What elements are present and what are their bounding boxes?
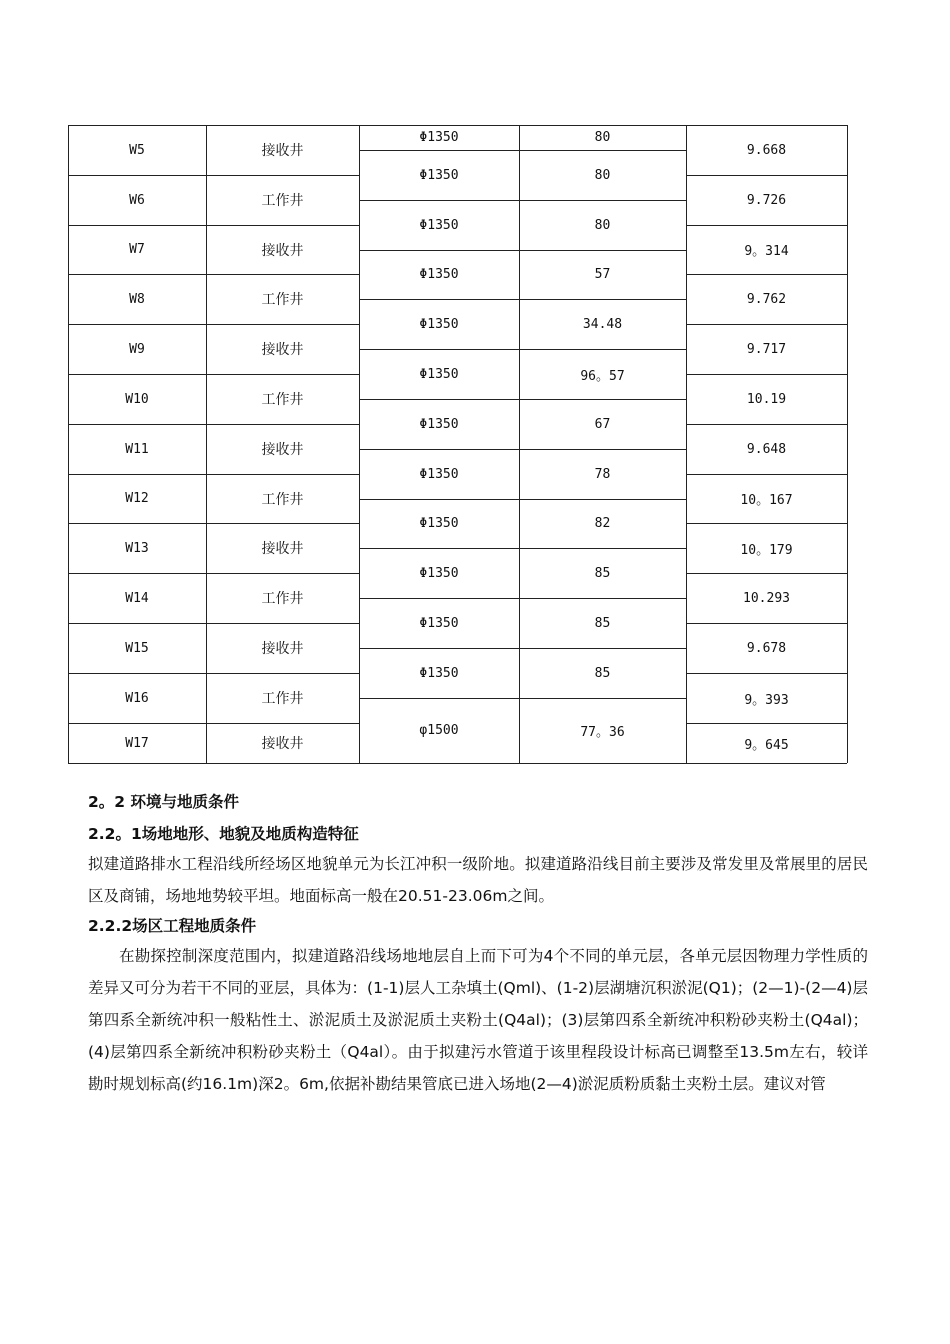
well-id-cell: W7: [129, 242, 145, 257]
elevation-cell: 9.717: [746, 341, 787, 357]
heading-2-2: 2。2 环境与地质条件: [88, 793, 239, 811]
well-type-cell: 工作井: [261, 591, 304, 607]
pipe-length-cell: 85: [594, 615, 611, 631]
well-id-cell: W6: [129, 192, 145, 208]
elevation-cell: 9.762: [746, 291, 787, 307]
elevation-cell: 9.678: [746, 640, 787, 656]
pipe-length-cell: 77。36: [580, 725, 625, 740]
elevation-cell: 9。314: [744, 244, 789, 259]
elevation-cell: 10。167: [740, 493, 793, 508]
heading-2-2-2: 2.2.2场区工程地质条件: [88, 917, 257, 935]
pipe-diameter-cell: Φ1350: [419, 316, 459, 332]
pipe-diameter-cell: Φ1350: [419, 130, 459, 145]
well-type-cell: 接收井: [261, 242, 304, 259]
well-id-cell: W17: [125, 735, 149, 751]
well-type-cell: 接收井: [261, 442, 304, 458]
paragraph-terrain: 拟建道路排水工程沿线所经场区地貌单元为长江冲积一级阶地。拟建道路沿线目前主要涉及常发里及常展里的居民区及商铺，场地地势较平坦。地面标高一般在20.51-23.06m之间。: [88, 855, 868, 905]
elevation-cell: 10.293: [743, 590, 790, 606]
well-id-cell: W11: [125, 441, 149, 457]
pipe-diameter-cell: Φ1350: [419, 217, 459, 233]
well-type-cell: 接收井: [261, 641, 304, 657]
pipe-diameter-cell: Φ1350: [419, 665, 459, 681]
pipe-length-cell: 34.48: [582, 316, 623, 332]
well-id-cell: W16: [125, 690, 149, 706]
well-type-cell: 接收井: [261, 736, 304, 752]
pipe-length-cell: 82: [594, 516, 611, 531]
well-type-cell: 接收井: [261, 143, 304, 159]
pipe-length-cell: 80: [594, 217, 611, 233]
well-id-cell: W9: [129, 341, 145, 357]
pipe-length-cell: 78: [594, 466, 611, 482]
pipe-diameter-cell: Φ1350: [419, 565, 459, 581]
heading-2-2-1: 2.2。1场地地形、地貌及地质构造特征: [88, 825, 359, 843]
table-vline-5: [847, 125, 848, 763]
pipe-length-cell: 85: [594, 665, 611, 681]
well-type-cell: 接收井: [261, 541, 304, 557]
well-type-cell: 工作井: [261, 292, 304, 308]
well-id-cell: W5: [129, 142, 145, 158]
pipe-length-cell: 57: [594, 267, 611, 282]
elevation-cell: 10.19: [746, 391, 787, 407]
well-id-cell: W13: [125, 540, 149, 556]
well-type-cell: 工作井: [261, 392, 304, 408]
pipe-diameter-cell: Φ1350: [419, 366, 459, 382]
pipe-length-cell: 67: [594, 416, 611, 432]
well-id-cell: W10: [125, 391, 149, 407]
pipe-length-cell: 80: [594, 167, 611, 183]
elevation-cell: 9.648: [746, 441, 787, 457]
pipe-diameter-cell: Φ1350: [419, 615, 459, 631]
well-id-cell: W15: [125, 640, 149, 656]
pipe-length-cell: 96。57: [580, 368, 625, 384]
well-type-cell: 接收井: [261, 342, 304, 358]
well-id-cell: W14: [125, 590, 149, 606]
pipe-diameter-cell: Φ1350: [419, 167, 459, 183]
pipe-length-cell: 85: [594, 565, 611, 581]
pipe-diameter-cell: Φ1350: [419, 267, 459, 282]
well-type-cell: 工作井: [261, 491, 304, 508]
pipe-length-cell: 80: [594, 130, 611, 145]
well-type-cell: 工作井: [261, 193, 304, 209]
pipe-diameter-cell: φ1500: [419, 723, 459, 738]
pipe-diameter-cell: Φ1350: [419, 516, 459, 531]
pipe-diameter-cell: Φ1350: [419, 466, 459, 482]
elevation-cell: 9。393: [744, 692, 789, 708]
table-bottom-line: [68, 763, 847, 764]
document-body: [88, 788, 868, 1100]
paragraph-geology: 在勘探控制深度范围内，拟建道路沿线场地地层自上而下可为4个不同的单元层，各单元层因物理力学性质的差异又可分为若干不同的亚层，具体为：(1-1)层人工杂填土(Qml)、(1-2)层湖塘沉积淤泥(Q1)；(2—1)-(2—4)层第四系全新统冲积一般粘性土、淤泥质土及淤泥质土夹粉土(Q4al)；(3)层第四系全新统冲积粉砂夹粉土(Q4al)；(4)层第四系全新统冲积粉砂夹粉土（Q4al）。由于拟建污水管道于该里程段设计标高已调整至13.5m左右，较详勘时规划标高(约16.1m)深2。6m,依据补勘结果管底已进入场地(2—4)淤泥质粉质黏土夹粉土层。建议对管: [88, 947, 868, 1093]
well-id-cell: W12: [125, 491, 149, 506]
elevation-cell: 9。645: [744, 737, 789, 753]
elevation-cell: 9.668: [746, 142, 787, 158]
well-id-cell: W8: [129, 291, 145, 307]
well-type-cell: 工作井: [261, 691, 304, 707]
pipe-diameter-cell: Φ1350: [419, 416, 459, 432]
elevation-cell: 10。179: [740, 542, 793, 558]
elevation-cell: 9.726: [746, 192, 787, 208]
